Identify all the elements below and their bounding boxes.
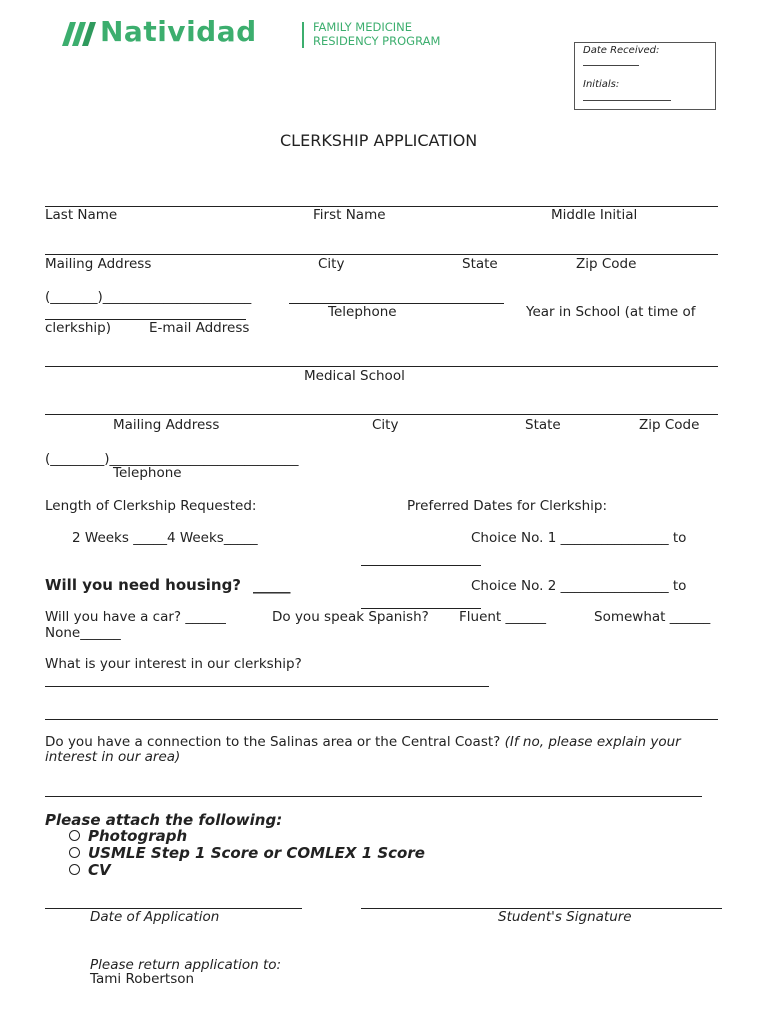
choice2-field[interactable]: Choice No. 2 ________________ to [471,578,687,594]
car-question[interactable]: Will you have a car? ______ [45,609,226,625]
school-state-label: State [525,417,561,433]
first-name-label: First Name [313,207,386,223]
school-phone-field[interactable]: (________)____________________________ [45,451,299,467]
page-title: CLERKSHIP APPLICATION [280,131,478,150]
school-telephone-label: Telephone [113,465,182,481]
attach-item-cv [69,861,111,879]
clerkship-label: clerkship) [45,320,112,336]
school-mailing-address-label: Mailing Address [113,417,220,433]
attach-item-label: Photograph [88,827,188,845]
logo-subtitle [313,20,440,48]
return-name: Tami Robertson [90,971,195,987]
mailing-address-label: Mailing Address [45,256,152,272]
bullet-circle-icon [69,864,80,875]
interest-question: What is your interest in our clerkship? [45,656,302,672]
logo-subtitle-line2: RESIDENCY PROGRAM [313,34,441,48]
attach-item-label: CV [88,861,111,879]
choice1-field[interactable]: Choice No. 1 ________________ to [471,530,687,546]
email-address-label: E-mail Address [149,320,250,336]
connection-note-2: interest in our area) [45,749,181,765]
return-label: Please return application to: [90,957,282,973]
school-city-label: City [372,417,399,433]
connection-note: (If no, please explain your [504,734,681,750]
natividad-logo-mark-icon [62,22,100,46]
housing-question: Will you need housing? [45,576,242,594]
date-received-label: Date Received: [583,45,660,56]
bullet-circle-icon [69,830,80,841]
address-line[interactable] [45,254,718,255]
office-use-box [574,42,716,110]
interest-line-2[interactable] [45,719,718,720]
zip-code-label: Zip Code [576,256,637,272]
preferred-dates-label: Preferred Dates for Clerkship: [407,498,608,514]
date-of-application-label: Date of Application [90,909,220,925]
length-label: Length of Clerkship Requested: [45,498,257,514]
bullet-circle-icon [69,847,80,858]
medical-school-label: Medical School [304,368,405,384]
city-label: City [318,256,345,272]
interest-line[interactable] [45,686,489,687]
fluent-option[interactable]: Fluent ______ [459,609,547,625]
none-option[interactable]: None______ [45,625,121,641]
middle-initial-label: Middle Initial [551,207,638,223]
logo-separator [302,22,304,48]
last-name-label: Last Name [45,207,118,223]
student-signature-label: Student's Signature [498,909,632,925]
telephone-label: Telephone [328,304,397,320]
school-address-line[interactable] [45,414,718,415]
medical-school-line[interactable] [45,366,718,367]
date-received-line[interactable] [583,65,639,66]
logo-wordmark: Natividad [100,15,257,48]
school-zip-label: Zip Code [639,417,700,433]
housing-blank[interactable]: _____ [253,576,291,594]
connection-question-text: Do you have a connection to the Salinas area or the Central Coast? [45,734,501,750]
initials-label: Initials: [583,79,620,90]
year-in-school-label: Year in School (at time of [526,304,696,320]
attach-item-photograph [69,827,187,845]
connection-line[interactable] [45,796,702,797]
weeks-options[interactable]: 2 Weeks _____4 Weeks_____ [72,530,258,546]
choice1-end-line[interactable] [361,565,481,566]
logo-subtitle-line1: FAMILY MEDICINE [313,20,413,34]
somewhat-option[interactable]: Somewhat ______ [594,609,711,625]
state-label: State [462,256,498,272]
spanish-question: Do you speak Spanish? [272,609,429,625]
phone-field[interactable]: (_______)______________________ [45,289,252,305]
attach-heading: Please attach the following: [45,811,283,829]
initials-line[interactable] [583,100,671,101]
attach-item-usmle [69,844,425,862]
connection-question [45,734,681,750]
attach-item-label: USMLE Step 1 Score or COMLEX 1 Score [88,844,425,862]
